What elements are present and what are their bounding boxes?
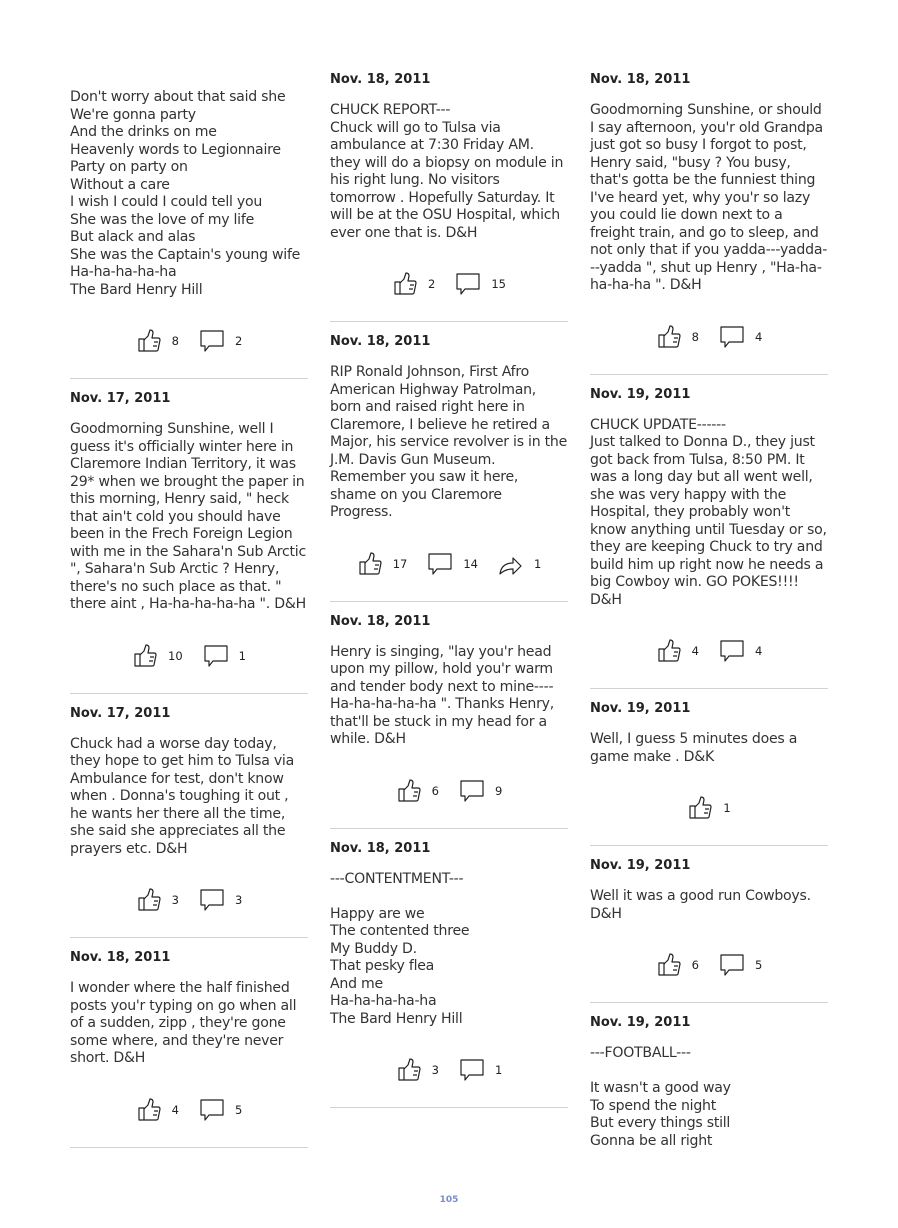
post-actions bbox=[70, 883, 308, 917]
post bbox=[70, 950, 308, 1148]
post-actions bbox=[590, 948, 828, 982]
like-button[interactable] bbox=[136, 328, 179, 354]
comment-bubble-icon bbox=[455, 271, 481, 297]
post bbox=[590, 72, 828, 375]
post-date: Nov. 19, 2011 bbox=[590, 858, 691, 873]
thumbs-up-icon bbox=[136, 887, 162, 913]
post-body: Don't worry about that said she We're gonna party And the drinks on me Heavenly words to Legionnaire Party on party on Without a care I wish I could I could tell you She was the love of my life But alack and alas She was the Captain's young wife Ha-ha-ha-ha-ha The Bard Henry Hill bbox=[70, 89, 301, 298]
comment-count: 3 bbox=[235, 893, 243, 907]
like-count: 6 bbox=[691, 958, 699, 972]
like-count: 6 bbox=[431, 783, 439, 798]
like-count: 10 bbox=[168, 648, 183, 663]
page-number: 105 bbox=[439, 1195, 459, 1205]
comment-button[interactable] bbox=[427, 551, 478, 577]
post-body: ---FOOTBALL--- It wasn't a good way To spend the night But every things still Gonna be all right bbox=[590, 1045, 731, 1149]
post-body: RIP Ronald Johnson, First Afro American Highway Patrolman, born and raised right here in Claremore, I believe he retired a Major, his service revolver is in the J.M. Davis Gun Museum. Remember you saw it here, shame on you Claremore Progress. bbox=[330, 364, 572, 520]
post-date: Nov. 18, 2011 bbox=[70, 950, 171, 965]
post bbox=[330, 841, 568, 1109]
comment-count: 4 bbox=[755, 329, 763, 344]
thumbs-up-icon bbox=[136, 1097, 162, 1123]
post-body: Well, I guess 5 minutes does a game make . D&K bbox=[590, 731, 802, 765]
comment-count: 1 bbox=[238, 648, 246, 663]
comment-count: 5 bbox=[755, 958, 763, 972]
post-actions bbox=[590, 791, 828, 825]
like-count: 4 bbox=[691, 644, 699, 658]
like-count: 8 bbox=[691, 329, 699, 344]
comment-button[interactable] bbox=[203, 643, 246, 669]
comment-bubble-icon bbox=[719, 324, 745, 350]
like-button[interactable] bbox=[132, 643, 183, 669]
comment-count: 14 bbox=[463, 556, 478, 571]
like-count: 3 bbox=[431, 1063, 439, 1077]
comment-bubble-icon bbox=[199, 328, 225, 354]
thumbs-up-icon bbox=[132, 643, 158, 669]
post-date: Nov. 17, 2011 bbox=[70, 391, 171, 406]
post-actions bbox=[330, 547, 568, 581]
post-body: ---CONTENTMENT--- Happy are we The contented three My Buddy D. That pesky flea And me Ha-ha-ha-ha-ha The Bard Henry Hill bbox=[330, 870, 470, 1027]
post-actions bbox=[590, 320, 828, 354]
comment-bubble-icon bbox=[459, 778, 485, 804]
like-count: 1 bbox=[723, 801, 731, 815]
thumbs-up-icon bbox=[357, 551, 383, 577]
comment-bubble-icon bbox=[719, 952, 745, 978]
comment-button[interactable] bbox=[199, 1097, 242, 1123]
share-count: 1 bbox=[533, 556, 542, 571]
thumbs-up-icon bbox=[687, 795, 713, 821]
like-count: 4 bbox=[171, 1102, 179, 1117]
comment-button[interactable] bbox=[719, 952, 762, 978]
column-2 bbox=[330, 60, 572, 1108]
post-body: Henry is singing, "lay you'r head upon my pillow, hold you'r warm and tender body next to mine----Ha-ha-ha-ha-ha ". Thanks Henry, that'll be stuck in my head for a while. D&H bbox=[330, 643, 559, 747]
post-body: Chuck had a worse day today, they hope to get him to Tulsa via Ambulance for test, don't know when . Donna's toughing it out , he wants her there all the time, she said she appreciates all the prayers etc. D&H bbox=[70, 735, 299, 857]
column-3 bbox=[590, 60, 828, 1150]
comment-button[interactable] bbox=[459, 1057, 502, 1083]
post-date: Nov. 18, 2011 bbox=[330, 840, 431, 856]
like-count: 2 bbox=[428, 277, 436, 291]
comment-bubble-icon bbox=[427, 551, 453, 577]
post-date: Nov. 19, 2011 bbox=[590, 701, 691, 716]
post-actions bbox=[70, 639, 308, 673]
comment-button[interactable] bbox=[455, 271, 506, 297]
post-body: Well it was a good run Cowboys. D&H bbox=[590, 888, 816, 922]
like-button[interactable] bbox=[656, 324, 699, 350]
post bbox=[330, 614, 568, 829]
like-count: 3 bbox=[171, 893, 179, 907]
thumbs-up-icon bbox=[396, 778, 422, 804]
post bbox=[590, 858, 828, 1003]
comment-button[interactable] bbox=[719, 638, 762, 664]
post bbox=[590, 701, 828, 846]
like-button[interactable] bbox=[396, 778, 439, 804]
post-date: Nov. 19, 2011 bbox=[590, 1015, 691, 1030]
post bbox=[330, 334, 572, 602]
thumbs-up-icon bbox=[396, 1057, 422, 1083]
like-button[interactable] bbox=[396, 1057, 439, 1083]
share-arrow-icon bbox=[498, 551, 524, 577]
comment-bubble-icon bbox=[199, 887, 225, 913]
post-actions bbox=[590, 634, 828, 668]
comment-count: 15 bbox=[491, 277, 506, 291]
comment-bubble-icon bbox=[719, 638, 745, 664]
post-actions bbox=[70, 324, 308, 358]
thumbs-up-icon bbox=[136, 328, 162, 354]
share-button[interactable] bbox=[498, 551, 541, 577]
post bbox=[590, 1015, 828, 1150]
post bbox=[70, 391, 311, 694]
comment-count: 4 bbox=[755, 644, 763, 658]
like-button[interactable] bbox=[656, 952, 699, 978]
comment-button[interactable] bbox=[199, 328, 242, 354]
post bbox=[70, 706, 308, 939]
post-body: I wonder where the half finished posts you'r typing on go when all of a sudden, zipp , they're gone some where, and they're never short. D&H bbox=[70, 980, 301, 1066]
column-1 bbox=[70, 60, 311, 1148]
comment-count: 5 bbox=[235, 1102, 243, 1117]
post-date: Nov. 18, 2011 bbox=[590, 72, 691, 87]
post-date: Nov. 18, 2011 bbox=[330, 613, 431, 629]
comment-count: 9 bbox=[495, 783, 503, 798]
post-date: Nov. 18, 2011 bbox=[330, 334, 431, 349]
post-body: Goodmorning Sunshine, well I guess it's officially winter here in Claremore Indian Territory, it was 29* when we brought the paper in this morning, Henry said, " heck that ain't cold you should have been in the Frech Foreign Legion with me in the Sahara'n Sub Arctic ", Sahara'n Sub Arctic ? Henry, there's no such place as that. " there aint , Ha-ha-ha-ha-ha ". D&H bbox=[70, 421, 311, 612]
post-actions bbox=[330, 267, 568, 301]
like-button[interactable] bbox=[136, 1097, 179, 1123]
like-button[interactable] bbox=[392, 271, 435, 297]
post-actions bbox=[330, 774, 568, 808]
thumbs-up-icon bbox=[656, 324, 682, 350]
like-count: 17 bbox=[392, 556, 408, 571]
post bbox=[70, 60, 308, 379]
post bbox=[590, 387, 828, 690]
post-actions bbox=[70, 1093, 308, 1127]
thumbs-up-icon bbox=[392, 271, 418, 297]
post-body: CHUCK REPORT--- Chuck will go to Tulsa via ambulance at 7:30 Friday AM. they will do a biopsy on module in his right lung. No visitors tomorrow . Hopefully Saturday. It will be at the OSU Hospital, which ever one that is. D&H bbox=[330, 102, 564, 241]
like-button[interactable] bbox=[687, 795, 730, 821]
comment-button[interactable] bbox=[199, 887, 242, 913]
post bbox=[330, 72, 568, 322]
post-date: Nov. 17, 2011 bbox=[70, 705, 171, 721]
comment-button[interactable] bbox=[459, 778, 502, 804]
thumbs-up-icon bbox=[656, 952, 682, 978]
comment-button[interactable] bbox=[719, 324, 762, 350]
comment-count: 2 bbox=[235, 334, 243, 348]
comment-bubble-icon bbox=[203, 643, 229, 669]
like-button[interactable] bbox=[136, 887, 179, 913]
comment-bubble-icon bbox=[459, 1057, 485, 1083]
comment-count: 1 bbox=[495, 1063, 503, 1077]
like-button[interactable] bbox=[656, 638, 699, 664]
post-body: Goodmorning Sunshine, or should I say afternoon, you'r old Grandpa just got so busy I forgot to post, Henry said, "busy ? You busy, that's gotta be the funniest thing I've heard yet, why you'r so lazy you could lie down next to a freight train, and go to sleep, and not only that if you yadda---yadda---yadda ", shut up Henry , "Ha-ha-ha-ha-ha ". D&H bbox=[590, 102, 828, 293]
like-count: 8 bbox=[171, 334, 179, 348]
comment-bubble-icon bbox=[199, 1097, 225, 1123]
post-actions bbox=[330, 1053, 568, 1087]
like-button[interactable] bbox=[357, 551, 408, 577]
post-body: CHUCK UPDATE------ Just talked to Donna D., they just got back from Tulsa, 8:50 PM. It was a long day but all went well, she was very happy with the Hospital, they probably won't know anything until Tuesday or so, they are keeping Chuck to try and build him up right now he needs a big Cowboy win. GO POKES!!!! D&H bbox=[590, 416, 827, 608]
post-date: Nov. 18, 2011 bbox=[330, 72, 431, 87]
thumbs-up-icon bbox=[656, 638, 682, 664]
post-date: Nov. 19, 2011 bbox=[590, 386, 691, 402]
